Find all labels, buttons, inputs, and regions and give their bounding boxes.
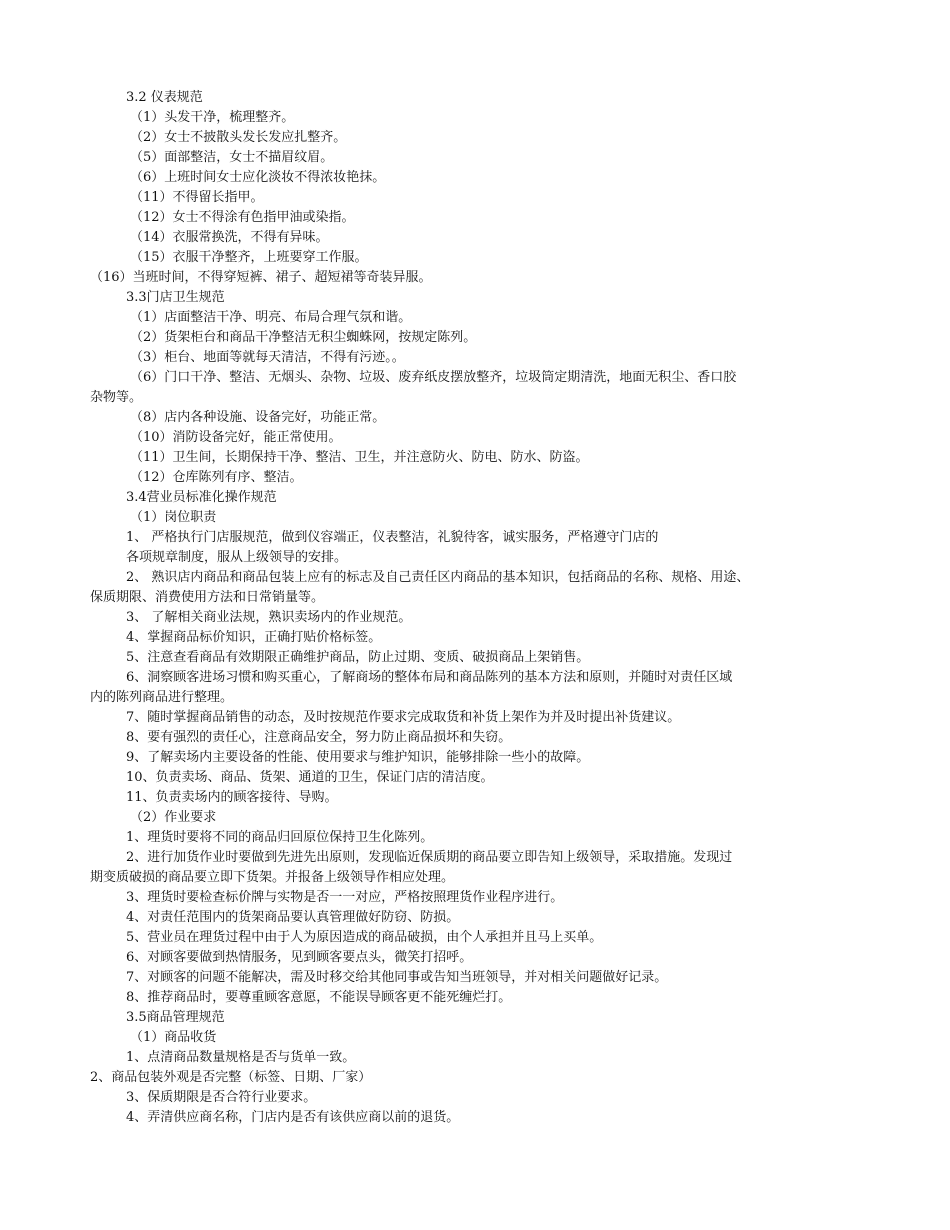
text-line: （1）商品收货	[130, 1030, 217, 1045]
text-line: 内的陈列商品进行整理。	[90, 690, 234, 705]
text-line: 3、保质期限是否合符行业要求。	[126, 1090, 317, 1105]
text-line: 8、要有强烈的责任心，注意商品安全，努力防止商品损坏和失窃。	[126, 730, 512, 745]
text-line: 5、注意查看商品有效期限正确维护商品，防止过期、变质、破损商品上架销售。	[126, 650, 590, 665]
text-line: （12）仓库陈列有序、整洁。	[130, 470, 303, 485]
document-body	[90, 88, 880, 1128]
text-line: 3.2 仪表规范	[126, 90, 203, 105]
text-line: （1）头发干净，梳理整齐。	[130, 110, 295, 125]
text-line: 7、随时掌握商品销售的动态，及时按规范作要求完成取货和补货上架作为并及时提出补货建议。	[126, 710, 681, 725]
text-line: 10、负责卖场、商品、货架、通道的卫生，保证门店的清洁度。	[126, 770, 494, 785]
text-line: 4、掌握商品标价知识，正确打贴价格标签。	[126, 630, 382, 645]
text-line: （16）当班时间，不得穿短裤、裙子、超短裙等奇装异服。	[90, 270, 432, 285]
text-line: （10）消防设备完好，能正常使用。	[130, 430, 342, 445]
text-line: 1、理货时要将不同的商品归回原位保持卫生化陈列。	[126, 830, 434, 845]
text-line: （15）衣服干净整齐，上班要穿工作服。	[130, 250, 368, 265]
text-line: 4、弄清供应商名称，门店内是否有该供应商以前的退货。	[126, 1110, 460, 1125]
text-line: 3、 了解相关商业法规，熟识卖场内的作业规范。	[126, 610, 412, 625]
text-line: （1）岗位职责	[130, 510, 217, 525]
text-line: （3）柜台、地面等就每天清洁，不得有污迹。。	[130, 350, 405, 365]
text-line: 4、对责任范围内的货架商品要认真管理做好防窃、防损。	[126, 910, 460, 925]
text-line: 1、点清商品数量规格是否与货单一致。	[126, 1050, 356, 1065]
text-line: 3.3门店卫生规范	[126, 290, 225, 305]
text-line: （11）卫生间，长期保持干净、整洁、卫生，并注意防火、防电、防水、防盗。	[130, 450, 589, 465]
text-line: （8）店内各种设施、设备完好，功能正常。	[130, 410, 386, 425]
text-line: （6）上班时间女士应化淡妆不得浓妆艳抹。	[130, 170, 386, 185]
text-line: 1、 严格执行门店服规范，做到仪容端正，仪表整洁，礼貌待客，诚实服务，严格遵守门店的	[126, 530, 659, 545]
text-line: 期变质破损的商品要立即下货架。并报备上级领导作相应处理。	[90, 870, 455, 885]
text-line: （2）货架柜台和商品干净整洁无积尘蜘蛛网，按规定陈列。	[130, 330, 477, 345]
text-line: （6）门口干净、整洁、无烟头、杂物、垃圾、废弃纸皮摆放整齐，垃圾筒定期清洗，地面无积尘、香口胶	[130, 370, 737, 385]
text-line: （1）店面整洁干净、明亮、布局合理气氛和谐。	[130, 310, 412, 325]
text-line: 杂物等。	[90, 390, 143, 405]
text-line: 5、营业员在理货过程中由于人为原因造成的商品破损，由个人承担并且马上买单。	[126, 930, 603, 945]
text-line: （14）衣服常换洗，不得有异味。	[130, 230, 329, 245]
text-line: 6、对顾客要做到热情服务，见到顾客要点头，微笑打招呼。	[126, 950, 473, 965]
text-line: 各项规章制度，服从上级领导的安排。	[126, 550, 348, 565]
text-line: （11）不得留长指甲。	[130, 190, 264, 205]
text-line: 3、理货时要检查标价牌与实物是否一一对应，严格按照理货作业程序进行。	[126, 890, 564, 905]
text-line: （12）女士不得涂有色指甲油或染指。	[130, 210, 355, 225]
text-line: 8、推荐商品时，要尊重顾客意愿，不能误导顾客更不能死缠烂打。	[126, 990, 512, 1005]
text-line: （5）面部整洁，女士不描眉纹眉。	[130, 150, 334, 165]
text-line: 3.5商品管理规范	[126, 1010, 225, 1025]
text-line: 3.4营业员标准化操作规范	[126, 490, 277, 505]
text-line: 2、商品包装外观是否完整（标签、日期、厂家）	[90, 1070, 372, 1085]
text-line: （2）女士不披散头发长发应扎整齐。	[130, 130, 347, 145]
text-line: 6、洞察顾客进场习惯和购买重心，了解商场的整体布局和商品陈列的基本方法和原则，并随时对责任区域	[126, 670, 733, 685]
text-line: 7、对顾客的问题不能解决，需及时移交给其他同事或告知当班领导，并对相关问题做好记录。	[126, 970, 668, 985]
text-line: 2、进行加货作业时要做到先进先出原则，发现临近保质期的商品要立即告知上级领导，采取措施。发现过	[126, 850, 733, 865]
text-line: 9、了解卖场内主要设备的性能、使用要求与维护知识，能够排除一些小的故障。	[126, 750, 590, 765]
text-line: 保质期限、消费使用方法和日常销量等。	[90, 590, 325, 605]
text-line: （2）作业要求	[130, 810, 217, 825]
text-line: 2、 熟识店内商品和商品包装上应有的标志及自己责任区内商品的基本知识，包括商品的名称、规格、用途、	[126, 570, 750, 585]
text-line: 11、负责卖场内的顾客接待、导购。	[126, 790, 338, 805]
